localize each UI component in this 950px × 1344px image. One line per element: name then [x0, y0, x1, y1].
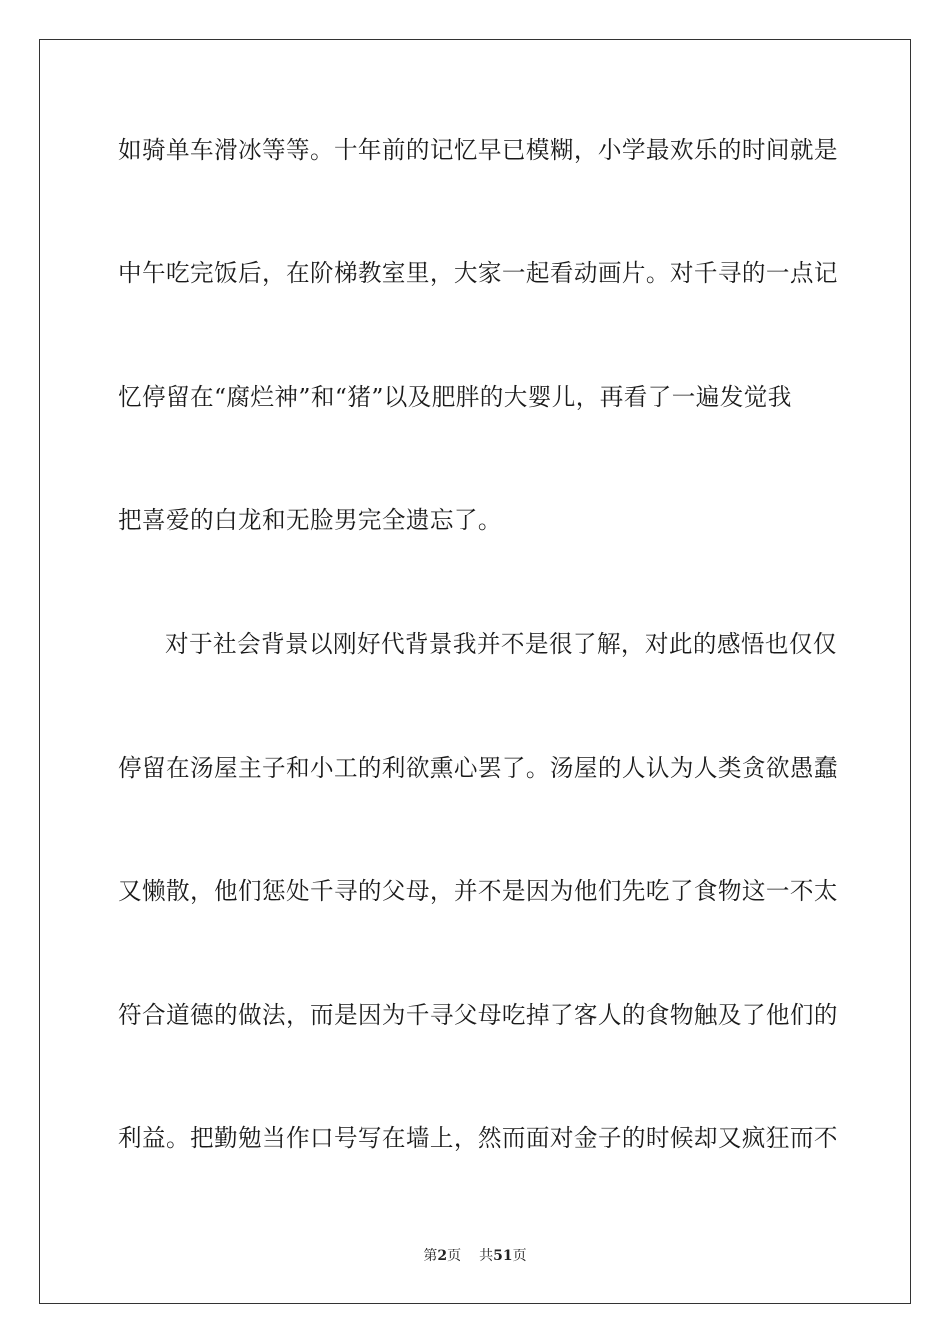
body-line-1: 如骑单车滑冰等等。十年前的记忆早已模糊，小学最欢乐的时间就是 — [118, 136, 838, 164]
body-line-5-paragraph-start: 对于社会背景以刚好代背景我并不是很了解，对此的感悟也仅仅 — [165, 630, 837, 658]
body-line-9: 利益。把勤勉当作口号写在墙上，然而面对金子的时候却又疯狂而不 — [118, 1124, 838, 1152]
page-border — [39, 39, 911, 1304]
body-line-6: 停留在汤屋主子和小工的利欲熏心罢了。汤屋的人认为人类贪欲愚蠢 — [118, 754, 838, 782]
page-number-current: 2 — [437, 1248, 448, 1264]
page-number-suffix: 页 — [447, 1248, 462, 1264]
page-total-count: 51 — [493, 1248, 513, 1264]
body-line-8: 符合道德的做法，而是因为千寻父母吃掉了客人的食物触及了他们的 — [118, 1001, 838, 1029]
page-footer — [0, 1247, 950, 1265]
body-line-7: 又懒散，他们惩处千寻的父母，并不是因为他们先吃了食物这一不太 — [118, 877, 838, 905]
page-total-suffix: 页 — [512, 1248, 527, 1264]
body-line-2: 中午吃完饭后，在阶梯教室里，大家一起看动画片。对千寻的一点记 — [118, 259, 838, 287]
body-line-3: 忆停留在“腐烂神”和“猪”以及肥胖的大婴儿，再看了一遍发觉我 — [118, 383, 792, 411]
page-number-prefix: 第 — [423, 1248, 438, 1264]
body-line-4: 把喜爱的白龙和无脸男完全遗忘了。 — [118, 506, 502, 534]
page-total-prefix: 共 — [479, 1248, 494, 1264]
